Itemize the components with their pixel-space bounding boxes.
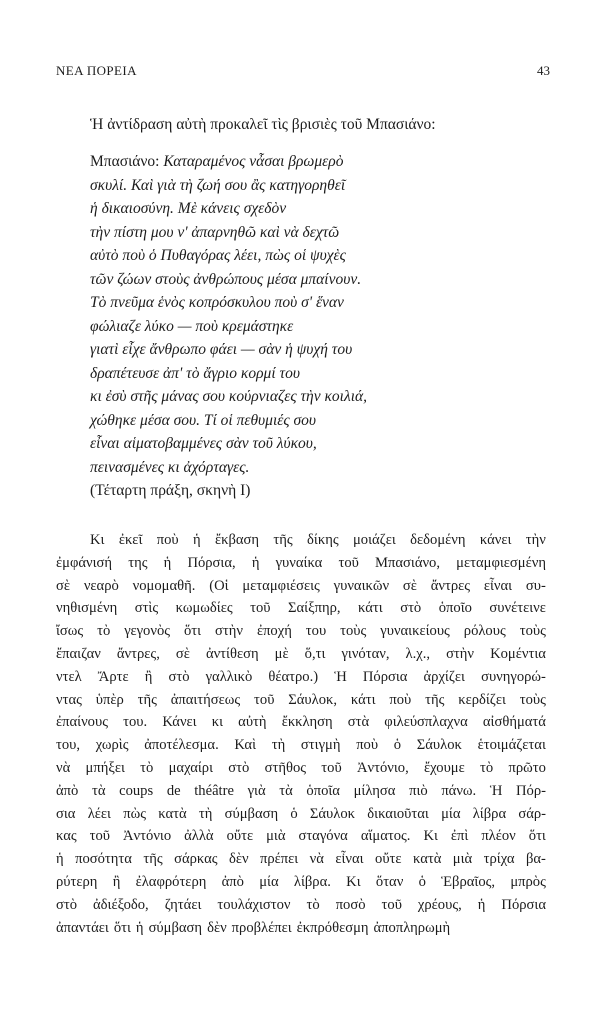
body-line: σὲ νεαρὸ νομομαθῆ. (Οἱ μεταμφιέσεις γυναικῶν σὲ ἄντρες εἶναι συ-: [56, 577, 546, 594]
quote-line: δραπέτευσε ἀπ' τὸ ἄγριο κορμί του: [90, 364, 300, 382]
quote-line: φώλιαζε λύκο — ποὺ κρεμάστηκε: [90, 317, 294, 335]
page-number: 43: [537, 63, 550, 78]
body-line: ἴσως τὸ γεγονὸς ὅτι στὴν ἐποχή του τοὺς γυναικείους ρόλους τοὺς: [56, 623, 546, 640]
body-line: νηθισμένη στὶς κωμωδίες τοῦ Σαίξπηρ, κάτι στὸ ὁποῖο συνέτεινε: [56, 600, 546, 617]
body-line: Κι ἐκεῖ ποὺ ἡ ἔκβαση τῆς δίκης μοιάζει δεδομένη κάνει τὴν: [90, 532, 546, 548]
body-line: σια λέει πὼς κατὰ τὴ σύμβαση ὁ Σάυλοκ δικαιοῦται μία λίβρα σάρ-: [56, 805, 546, 822]
body-line: ἡ ποσότητα τῆς σάρκας δὲν πρέπει νὰ εἶναι οὔτε κατὰ μιὰ τρίχα βα-: [56, 851, 546, 868]
body-line: του, χωρὶς ἀποτέλεσμα. Καὶ τὴ στιγμὴ ποὺ ὁ Σάυλοκ ἑτοιμάζεται: [56, 737, 546, 754]
body-line: ἀπὸ τὰ coups de théâtre γιὰ τὰ ὁποῖα μίλησα πιὸ πάνω. Ἡ Πόρ-: [56, 782, 546, 799]
body-line: κας τοῦ Ἀντόνιο ἀλλὰ οὔτε μιὰ σταγόνα αἵματος. Κι ἐπὶ πλέον ὅτι: [56, 828, 546, 845]
quote-line: αὐτὸ ποὺ ὁ Πυθαγόρας λέει, πὼς οἱ ψυχὲς: [90, 247, 346, 264]
quote-line: πεινασμένες κι ἀχόρταγες.: [90, 458, 250, 476]
quote-first-line: Καταραμένος νἆσαι βρωμερὸ: [163, 153, 344, 170]
quote-citation: (Τέταρτη πράξη, σκηνὴ Ι): [90, 482, 251, 499]
quote-line: σκυλί. Καὶ γιὰ τὴ ζωή σου ἂς κατηγορηθεῖ: [90, 176, 346, 194]
running-header: [56, 63, 550, 83]
body-line: ἐπαίνους του. Κάνει κι αὐτὴ ἔκκληση στὰ φιλεύσπλαχνα αἰσθήματά: [56, 714, 546, 731]
quote-line: εἶναι αἱματοβαμμένες σὰν τοῦ λύκου,: [90, 435, 317, 452]
block-quote: [90, 150, 550, 503]
quote-line: Τὸ πνεῦμα ἑνὸς κοπρόσκυλου ποὺ σ' ἕναν: [90, 294, 344, 311]
body-line: νὰ μπήξει τὸ μαχαίρι στὸ στῆθος τοῦ Ἀντόνιο, ἔχουμε τὸ πρῶτο: [56, 759, 546, 776]
body-line: ἐμφάνισή της ἡ Πόρσια, ἡ γυναίκα τοῦ Μπασιάνο, μεταμφιεσμένη: [56, 554, 546, 571]
quote-line: [90, 150, 550, 174]
body-line: ντελ Ἄρτε ἢ στὸ γαλλικὸ θέατρο.) Ἡ Πόρσια ἀρχίζει συνηγορώ-: [56, 668, 546, 685]
quote-line: κι ἐσὺ στῆς μάνας σου κούρνιαζες τὴν κοιλιά,: [90, 388, 368, 405]
quote-line: χώθηκε μέσα σου. Τί οἱ πεθυμιές σου: [90, 411, 317, 429]
body-line: ρύτερη ἢ ἐλαφρότερη ἀπὸ μία λίβρα. Κι ὅταν ὁ Ἑβραῖος, μπρὸς: [56, 873, 546, 890]
quote-speaker: Μπασιάνο:: [90, 153, 164, 170]
quote-line: τῶν ζώων στοὺς ἀνθρώπους μέσα μπαίνουν.: [90, 270, 362, 288]
header-title: ΝΕΑ ΠΟΡΕΙΑ: [56, 63, 137, 78]
body-line: ντας ὑπὲρ τῆς ἀπαιτήσεως τοῦ Σάυλοκ, κάτι ποὺ τῆς κερδίζει τοὺς: [56, 691, 546, 708]
quote-line: ἡ δικαιοσύνη. Μὲ κάνεις σχεδὸν: [90, 200, 287, 217]
body-line: ἀπαντάει ὅτι ἡ σύμβαση δὲν προβλέπει ἐκπρόθεσμη ἀποπληρωμὴ: [56, 919, 451, 936]
body-paragraph: [56, 529, 546, 939]
intro-sentence: Ἡ ἀντίδραση αὐτὴ προκαλεῖ τὶς βρισιὲς τοῦ Μπασιάνο:: [90, 116, 436, 133]
body-line: στὸ ἀδιέξοδο, ζητάει τουλάχιστον τὸ ποσὸ τοῦ χρέους, ἡ Πόρσια: [56, 896, 546, 913]
body-line: ἔπαιζαν ἄντρες, σὲ ἀντίθεση μὲ ὅ,τι γινόταν, λ.χ., στὴν Κομέντια: [56, 645, 546, 662]
quote-line: τὴν πίστη μου ν' ἀπαρνηθῶ καὶ νὰ δεχτῶ: [90, 223, 340, 241]
quote-line: γιατὶ εἶχε ἄνθρωπο φάει — σὰν ἡ ψυχή του: [90, 341, 353, 358]
